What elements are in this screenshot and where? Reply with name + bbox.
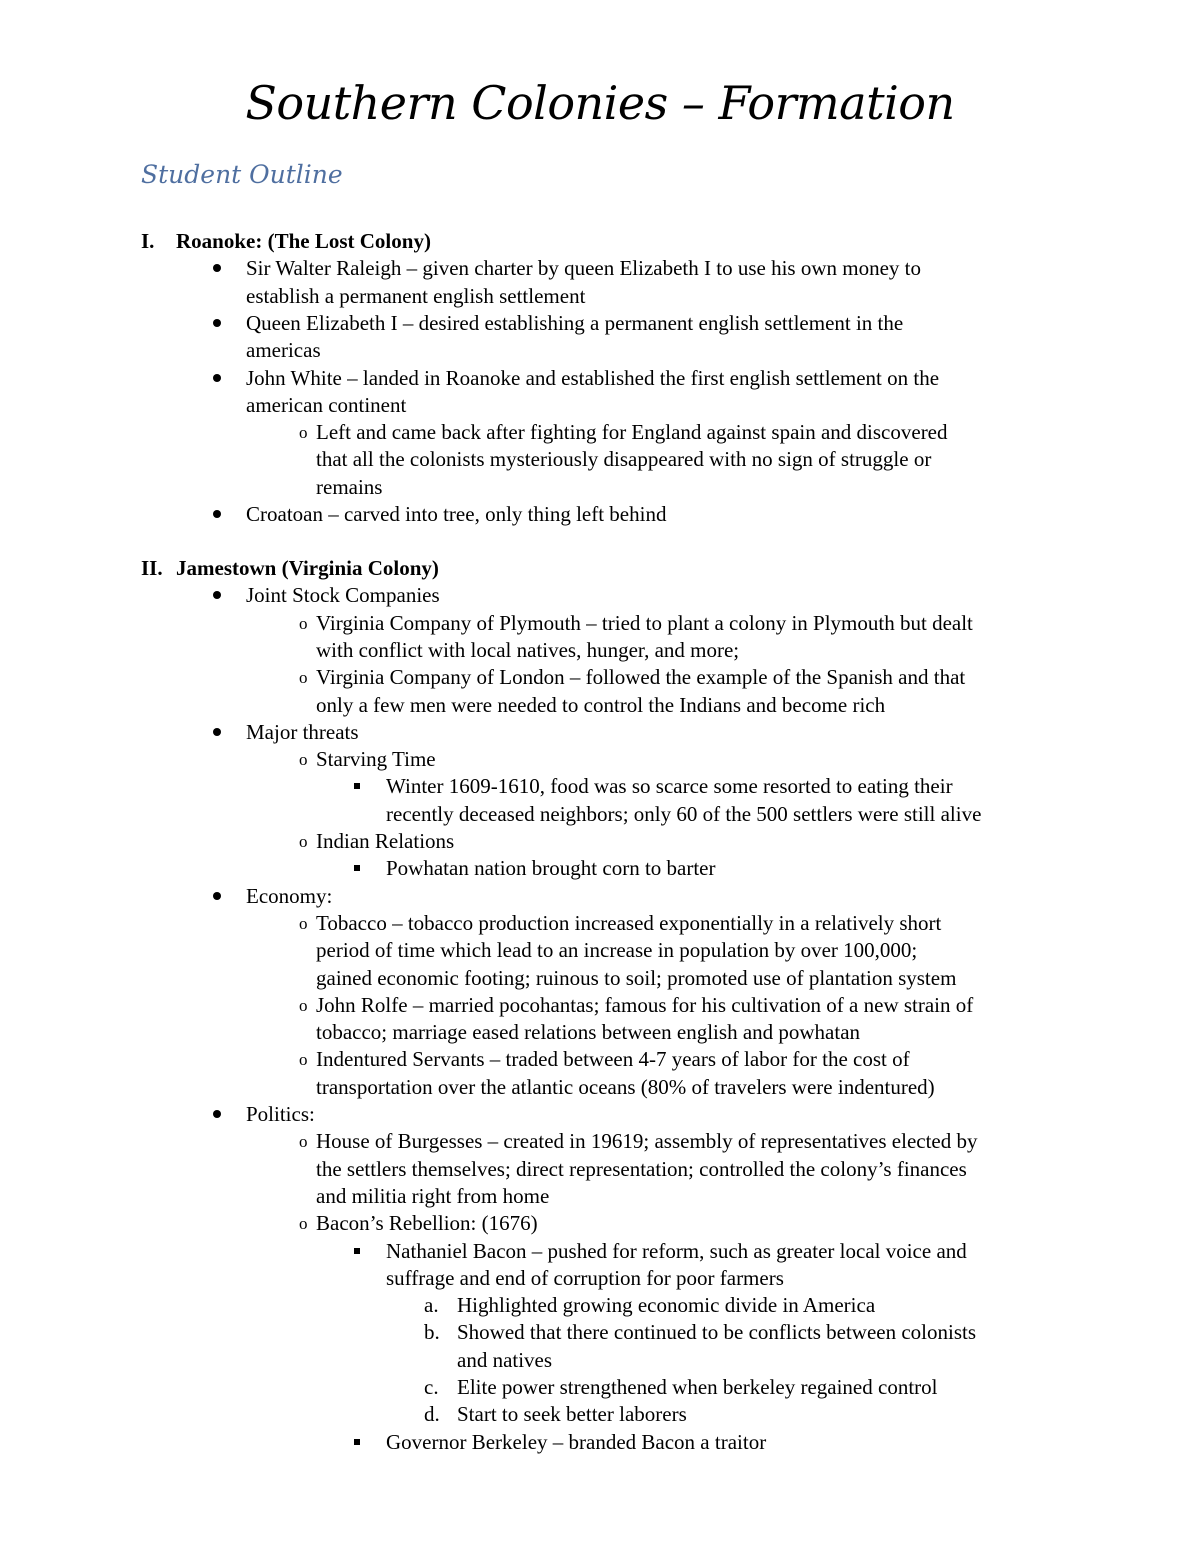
list-item-line: and natives: [457, 1347, 553, 1372]
list-item-line: Start to seek better laborers: [457, 1402, 687, 1427]
bullet-circle-icon: o: [299, 1214, 308, 1234]
bullet-circle-icon: o: [299, 423, 308, 443]
list-item-line: Major threats: [246, 719, 359, 744]
bullet-circle-icon: o: [299, 1050, 308, 1070]
list-item-line: Starving Time: [316, 747, 436, 772]
list-item-line: Elite power strengthened when berkeley regained control: [457, 1375, 938, 1399]
list-item-line: only a few men were needed to control the Indians and become rich: [316, 692, 886, 717]
section-heading: Roanoke: (The Lost Colony): [176, 229, 431, 253]
list-item-line: John Rolfe – married pocohantas; famous for his cultivation of a new strain of: [316, 992, 974, 1017]
list-item-line: remains: [316, 474, 383, 499]
bullet-dot-icon: [213, 591, 221, 599]
list-item-line: that all the colonists mysteriously disappeared with no sign of struggle or: [316, 447, 932, 472]
section-number: II.: [141, 556, 163, 580]
bullet-dot-icon: [213, 319, 221, 327]
bullet-circle-icon: o: [299, 613, 308, 633]
list-item-line: and militia right from home: [316, 1183, 550, 1208]
list-item-line: Indian Relations: [316, 829, 455, 853]
list-item-line: the settlers themselves; direct representation; controlled the colony’s finances: [316, 1156, 967, 1181]
list-item-line: Bacon’s Rebellion: (1676): [316, 1211, 538, 1236]
page-title: Southern Colonies – Formation: [245, 76, 955, 130]
bullet-dot-icon: [213, 264, 221, 272]
list-item-line: Tobacco – tobacco production increased exponentially in a relatively short: [316, 910, 942, 935]
list-item-line: Croatoan – carved into tree, only thing left behind: [246, 502, 667, 526]
bullet-circle-icon: o: [299, 913, 308, 933]
list-item-line: Highlighted growing economic divide in America: [457, 1293, 876, 1318]
bullet-dot-icon: [213, 728, 221, 736]
list-item-line: tobacco; marriage eased relations between english and powhatan: [316, 1020, 861, 1045]
list-item-line: Virginia Company of London – followed the example of the Spanish and that: [316, 665, 966, 690]
list-item-line: Economy:: [246, 883, 333, 908]
list-item-line: Showed that there continued to be conflicts between colonists: [457, 1320, 977, 1345]
list-item-line: Virginia Company of Plymouth – tried to plant a colony in Plymouth but dealt: [316, 610, 973, 635]
list-item-line: Politics:: [246, 1102, 315, 1126]
bullet-circle-icon: o: [299, 832, 308, 851]
list-item-line: Sir Walter Raleigh – given charter by queen Elizabeth I to use his own money to: [246, 256, 921, 281]
bullet-circle-icon: o: [299, 1132, 308, 1152]
list-item-line: Left and came back after fighting for England against spain and discovered: [316, 420, 948, 445]
section-number: I.: [141, 229, 155, 253]
bullet-square-icon: [354, 865, 360, 871]
list-item-line: John White – landed in Roanoke and established the first english settlement on the: [246, 365, 940, 390]
bullet-square-icon: [354, 783, 360, 789]
bullet-dot-icon: [213, 510, 221, 518]
bullet-circle-icon: o: [299, 995, 308, 1015]
list-item-line: american continent: [246, 392, 407, 417]
bullet-dot-icon: [213, 892, 221, 900]
list-item-line: period of time which lead to an increase in population by over 100,000;: [316, 938, 918, 963]
list-item-line: americas: [246, 338, 321, 363]
list-item-line: Indentured Servants – traded between 4-7 years of labor for the cost of: [316, 1047, 910, 1072]
list-item-line: transportation over the atlantic oceans (80% of travelers were indentured): [316, 1074, 935, 1099]
list-item-line: Nathaniel Bacon – pushed for reform, such as greater local voice and: [386, 1238, 967, 1263]
list-item-line: Queen Elizabeth I – desired establishing a permanent english settlement in the: [246, 310, 904, 335]
list-item-line: Winter 1609-1610, food was so scarce some resorted to eating their: [386, 774, 953, 799]
list-item-line: Joint Stock Companies: [246, 583, 440, 608]
list-letter-marker: c.: [424, 1375, 439, 1399]
list-item-line: House of Burgesses – created in 19619; assembly of representatives elected by: [316, 1129, 978, 1154]
list-item-line: suffrage and end of corruption for poor farmers: [386, 1265, 784, 1290]
bullet-dot-icon: [213, 1110, 221, 1118]
list-item-line: Powhatan nation brought corn to barter: [386, 856, 716, 881]
list-item-line: Governor Berkeley – branded Bacon a traitor: [386, 1429, 767, 1454]
list-letter-marker: b.: [424, 1320, 440, 1345]
bullet-circle-icon: o: [299, 668, 308, 688]
bullet-dot-icon: [213, 374, 221, 382]
list-letter-marker: a.: [424, 1293, 439, 1318]
list-item-line: establish a permanent english settlement: [246, 283, 586, 308]
list-item-line: recently deceased neighbors; only 60 of the 500 settlers were still alive: [386, 801, 982, 826]
list-letter-marker: d.: [424, 1402, 440, 1427]
page-subtitle: Student Outline: [141, 160, 343, 189]
section-heading: Jamestown (Virginia Colony): [176, 556, 439, 580]
bullet-square-icon: [354, 1248, 360, 1254]
list-item-line: with conflict with local natives, hunger, and more;: [316, 637, 740, 662]
bullet-square-icon: [354, 1439, 360, 1445]
list-item-line: gained economic footing; ruinous to soil; promoted use of plantation system: [316, 965, 957, 990]
bullet-circle-icon: o: [299, 750, 308, 770]
